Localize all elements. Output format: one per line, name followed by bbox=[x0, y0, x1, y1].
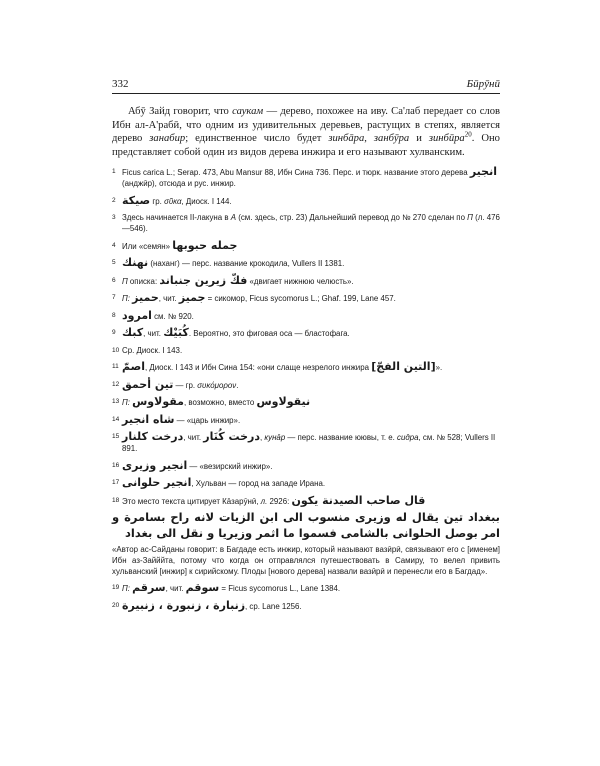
footnote bbox=[112, 327, 500, 339]
main-text: — дерево, похожее на иву. Са'лаб передает со слов Ибн ал-А'рабӣ, что одним из удивительных деревьев, растущих в степях, является дерево bbox=[112, 106, 500, 145]
footnote-number: 16 bbox=[112, 461, 120, 469]
footnote-text: — «везирский инжир». bbox=[189, 461, 273, 471]
footnote-number: 4 bbox=[112, 241, 116, 249]
arabic-quote-block: ببغداد تين يقال له وزيرى منسوب الى ابن الزيات لانه راح بسامرة و امر بوصل الحلوانى بالشامى فسموا ما اثمر وزيريا و نقل الى بغداد bbox=[112, 509, 500, 540]
arabic-term: كُبَيْك bbox=[163, 326, 189, 340]
footnote-text: = Ficus sycomorus L., Lane 1384. bbox=[221, 584, 341, 594]
arabic-term: كبك bbox=[122, 326, 144, 340]
footnote bbox=[112, 212, 500, 234]
footnote bbox=[112, 431, 500, 454]
main-text: ; единственное число будет bbox=[185, 133, 322, 145]
main-italic-term: зинбāра bbox=[328, 133, 365, 145]
main-italic-term: занабир bbox=[149, 133, 186, 145]
footnote-number: 7 bbox=[112, 294, 116, 302]
footnote-text: , Диоск. I 143 и Ибн Сина 154: «они слаще незрелого инжира bbox=[145, 363, 369, 373]
footnote-text: — гр. bbox=[175, 380, 196, 390]
italic-term: П: bbox=[122, 294, 130, 304]
page-number: 332 bbox=[112, 78, 129, 90]
footnote-number: 19 bbox=[112, 584, 120, 592]
footnote-text: , возможно, вместо bbox=[183, 398, 255, 408]
footnote-text: (см. здесь, стр. 23) Дальнейший перевод до № 270 сделан по bbox=[238, 213, 465, 223]
italic-term: П bbox=[467, 213, 473, 223]
italic-term: л. bbox=[260, 496, 268, 506]
arabic-term: شاه انجير bbox=[122, 412, 175, 426]
italic-term: П bbox=[122, 276, 128, 286]
footnote-text: (л. 476—546). bbox=[122, 213, 500, 234]
footnote-text: , bbox=[260, 433, 263, 443]
footnote-text: ». bbox=[435, 363, 443, 373]
arabic-term: سوقم bbox=[185, 581, 220, 595]
footnote-text: . Вероятно, это фиговая оса — бластофага. bbox=[188, 329, 350, 339]
footnote-text: гр. bbox=[152, 196, 162, 206]
arabic-term: زنبارة ، زنبورة ، زنبيرة bbox=[122, 598, 246, 612]
footnote-text: , Диоск. I 144. bbox=[181, 196, 232, 206]
footnote-text: , Хульван — город на западе Ирана. bbox=[191, 479, 326, 489]
footnote bbox=[112, 292, 500, 304]
footnote-number: 1 bbox=[112, 168, 116, 176]
footnote-text: «двигает нижнюю челюсть». bbox=[249, 276, 354, 286]
footnote-number: 2 bbox=[112, 196, 116, 204]
footnote bbox=[112, 361, 500, 373]
footnote-text: (наханг) — перс. название крокодила, Vullers II 1381. bbox=[150, 259, 345, 269]
main-italic-term: занбӯра bbox=[373, 133, 410, 145]
footnote-number: 17 bbox=[112, 479, 120, 487]
arabic-term: نهنك bbox=[122, 256, 149, 270]
greek-term: σῦκα bbox=[164, 196, 182, 206]
footnote bbox=[112, 460, 500, 472]
footnote-text: , ср. Lane 1256. bbox=[245, 601, 302, 611]
footnote-number: 15 bbox=[112, 433, 120, 441]
footnote-number: 18 bbox=[112, 496, 120, 504]
footnote bbox=[112, 477, 500, 489]
arabic-term: اصمّ bbox=[122, 360, 146, 374]
footnote bbox=[112, 414, 500, 426]
footnote-text: = сикомор, Ficus sycomorus L.; Ghaf. 199, Lane 457. bbox=[207, 294, 396, 304]
footnote-number: 20 bbox=[112, 601, 120, 609]
main-text: Абӯ Зайд говорит, что bbox=[128, 106, 229, 117]
main-text: и bbox=[416, 133, 422, 145]
arabic-term: انجير حلوانى bbox=[122, 476, 192, 490]
italic-term: А bbox=[230, 213, 236, 223]
footnote-number: 11 bbox=[112, 363, 119, 371]
greek-term: συκόμορον bbox=[197, 380, 237, 390]
footnote-text: (анджӣр), отсюда и рус. инжир. bbox=[122, 179, 236, 189]
running-title: Бӣрӯнӣ bbox=[466, 78, 500, 90]
arabic-term: [التين الفجّ] bbox=[371, 360, 436, 374]
footnote-text: , чит. bbox=[183, 433, 202, 443]
footnote-text: Ср. Диоск. I 143. bbox=[122, 345, 183, 355]
footnote-text: , чит. bbox=[158, 294, 177, 304]
quote-translation: «Автор ас-Сайданы говорит: в Багдаде есть инжир, который называют вазӣрӣ, связывают его с [именем] Ибн аз-Зайййта, потому что когда он отправлялся путешествовать в Самиру, то велел привить хульванский [инжир] к сирийскому. Плоды [нового дерева] назвали вазӣрӣ и перенесли его в Багдад». bbox=[112, 544, 500, 576]
arabic-term: درخت كلنار bbox=[122, 430, 184, 444]
arabic-term: انجير bbox=[469, 165, 497, 179]
footnote-number: 6 bbox=[112, 276, 116, 284]
arabic-term: حميز bbox=[132, 291, 159, 305]
footnote-number: 9 bbox=[112, 329, 116, 337]
footnote bbox=[112, 275, 500, 287]
arabic-term: فكّ زيرين جنباند bbox=[159, 273, 248, 287]
footnotes bbox=[112, 166, 500, 612]
footnote bbox=[112, 495, 500, 507]
footnote-text: , см. № 528; Vullers II 891. bbox=[122, 433, 496, 454]
footnote-text: , чит. bbox=[143, 329, 161, 339]
footnote-text: Это место текста цитирует Кāзарӯнӣ, bbox=[122, 496, 259, 506]
main-italic-term: зинбӣра bbox=[428, 133, 465, 145]
footnote-text: 2926: bbox=[269, 496, 290, 506]
footnote bbox=[112, 379, 500, 391]
footnote-text: , чит. bbox=[165, 584, 184, 594]
main-paragraph bbox=[112, 105, 500, 159]
footnote-number: 14 bbox=[112, 415, 120, 423]
main-italic-term: саукам bbox=[232, 106, 264, 117]
footnote-ref[interactable]: 20 bbox=[464, 130, 472, 139]
footnote-text: см. № 920. bbox=[154, 311, 194, 321]
footnote bbox=[112, 310, 500, 322]
arabic-term: صيكة bbox=[122, 193, 151, 207]
footnote bbox=[112, 240, 500, 252]
footnote-number: 13 bbox=[112, 398, 120, 406]
footnote-text: — «царь инжир». bbox=[176, 415, 241, 425]
arabic-term: مقولاوس bbox=[132, 395, 184, 409]
footnote bbox=[112, 257, 500, 269]
arabic-quote-start: قال صاحب الصيدنة يكون bbox=[291, 493, 426, 507]
arabic-term: جمله حبوبها bbox=[172, 238, 238, 252]
arabic-term: نيقولاوس bbox=[256, 395, 311, 409]
footnote-text: Ficus carica L.; Serap. 473, Abu Mansur 88, Ибн Сина 736. Перс. и тюрк. название этого дерева bbox=[122, 168, 468, 178]
footnote bbox=[112, 582, 500, 594]
italic-term: кунāр bbox=[264, 433, 286, 443]
footnote-text: Или «семян» bbox=[122, 241, 171, 251]
footnote-number: 10 bbox=[112, 346, 120, 354]
arabic-term: جميز bbox=[178, 291, 206, 305]
footnote-number: 5 bbox=[112, 259, 116, 267]
footnote-text: описка: bbox=[129, 276, 158, 286]
arabic-term: سرقم bbox=[132, 581, 166, 595]
footnote-number: 3 bbox=[112, 214, 116, 222]
arabic-term: انجير وزيرى bbox=[122, 458, 188, 472]
footnote bbox=[112, 345, 500, 356]
footnote-text: — перс. название юювы, т. е. bbox=[287, 433, 395, 443]
main-text: , bbox=[364, 133, 367, 145]
arabic-term: امرود bbox=[122, 308, 152, 322]
footnote-number: 12 bbox=[112, 380, 120, 388]
footnote-text: . bbox=[236, 380, 239, 390]
arabic-term: تين أحمق bbox=[122, 377, 174, 391]
footnote-number: 8 bbox=[112, 311, 116, 319]
footnote bbox=[112, 166, 500, 189]
italic-term: П: bbox=[122, 584, 130, 594]
footnote bbox=[112, 600, 500, 612]
footnote-text: Здесь начинается II-лакуна в bbox=[122, 213, 229, 223]
italic-term: сидра bbox=[397, 433, 419, 443]
footnote bbox=[112, 195, 500, 207]
arabic-term: درخت كُنَار bbox=[203, 430, 261, 444]
main-text: . Оно представляет собой один из видов дерева инжира и его называют хулванским. bbox=[112, 133, 500, 158]
footnote bbox=[112, 396, 500, 408]
page-header bbox=[112, 78, 500, 94]
italic-term: П: bbox=[122, 398, 130, 408]
book-page bbox=[112, 78, 500, 617]
